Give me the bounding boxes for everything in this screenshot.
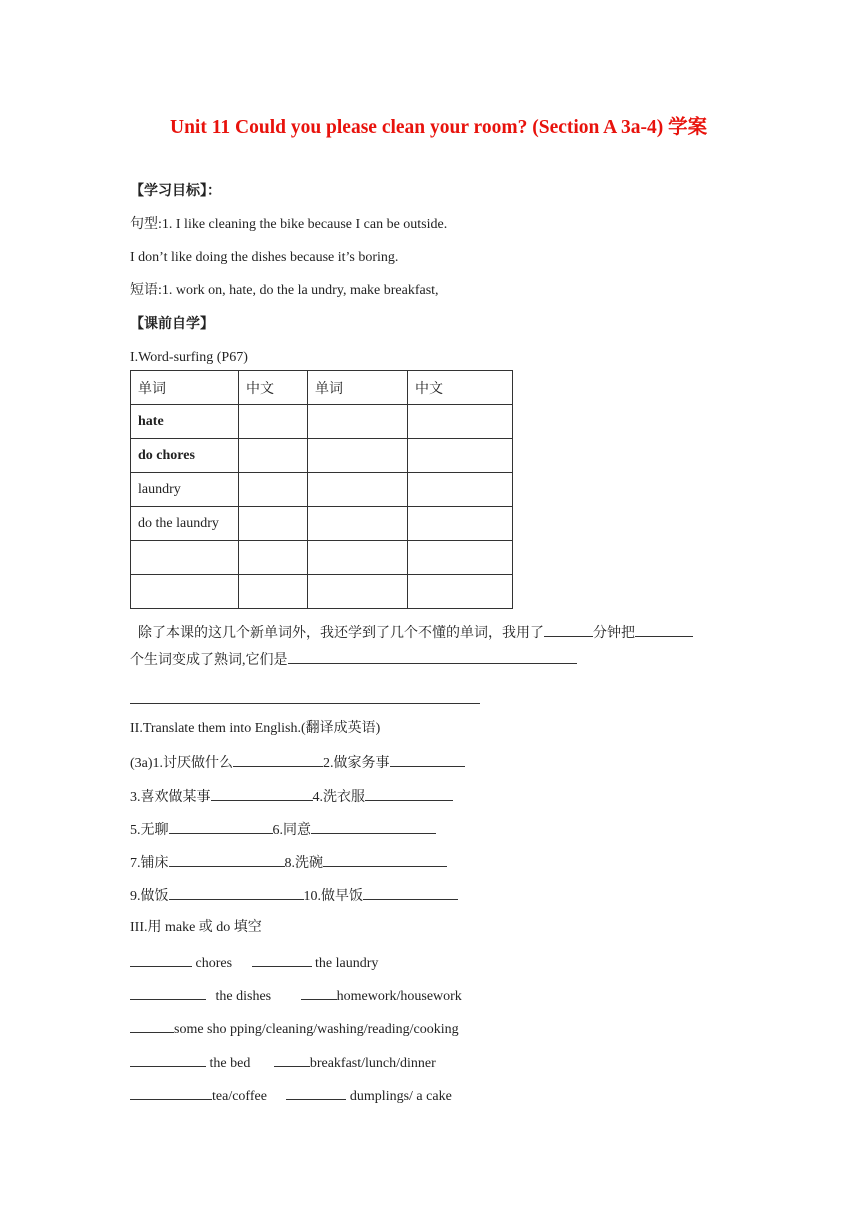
blank-line[interactable] xyxy=(544,622,593,637)
word-cell: laundry xyxy=(131,473,239,507)
fill-item: the dishes homework/housework xyxy=(130,985,462,1007)
blank-line[interactable] xyxy=(130,1052,206,1067)
table-row xyxy=(131,541,513,575)
reflection-text: 除了本课的这几个新单词外，我还学到了几个不懂的单词，我用了 xyxy=(138,626,544,641)
word-cell: hate xyxy=(131,405,239,439)
blank-line[interactable] xyxy=(311,819,436,834)
header-cell: 单词 xyxy=(308,371,408,405)
answer-cell[interactable] xyxy=(408,507,513,541)
translate-item: 5.无聊 6.同意 xyxy=(130,819,436,841)
section-1-title: I.Word-surfing (P67) xyxy=(130,350,248,365)
blank-line[interactable] xyxy=(365,786,453,801)
fill-item: tea/coffee dumplings/ a cake xyxy=(130,1085,452,1107)
fill-item: chores the laundry xyxy=(130,952,378,974)
blank-line[interactable] xyxy=(233,752,323,767)
word-table xyxy=(130,370,513,609)
word-cell: do the laundry xyxy=(131,507,239,541)
blank-line[interactable] xyxy=(301,985,337,1000)
header-cell: 中文 xyxy=(408,371,513,405)
blank-line[interactable] xyxy=(288,649,577,664)
blank-line[interactable] xyxy=(169,852,285,867)
sentence-pattern-2: I don’t like doing the dishes because it’s boring. xyxy=(130,250,399,265)
answer-cell[interactable] xyxy=(408,473,513,507)
table-row xyxy=(131,575,513,609)
translate-item: (3a)1.讨厌做什么 2.做家务事 xyxy=(130,752,465,774)
reflection-text: 分钟把 xyxy=(593,626,635,641)
answer-cell[interactable] xyxy=(308,507,408,541)
answer-cell[interactable] xyxy=(408,405,513,439)
blank-line[interactable] xyxy=(169,885,304,900)
table-header-row xyxy=(131,371,513,405)
answer-cell[interactable] xyxy=(239,507,308,541)
answer-cell[interactable] xyxy=(239,575,308,609)
answer-cell[interactable] xyxy=(308,405,408,439)
word-cell[interactable] xyxy=(131,575,239,609)
phrases-line: 短语:1. work on, hate, do the la undry, make breakfast, xyxy=(130,283,439,298)
table-row xyxy=(131,507,513,541)
translate-item: 9.做饭 10.做早饭 xyxy=(130,885,458,907)
blank-line[interactable] xyxy=(130,985,206,1000)
blank-line[interactable] xyxy=(130,703,480,704)
translate-item: 7.铺床 8.洗碗 xyxy=(130,852,447,874)
reflection-paragraph xyxy=(130,620,735,674)
word-cell: do chores xyxy=(131,439,239,473)
blank-line[interactable] xyxy=(323,852,447,867)
fill-item: some sho pping/cleaning/washing/reading/cooking xyxy=(130,1018,459,1040)
answer-cell[interactable] xyxy=(308,541,408,575)
table-row xyxy=(131,439,513,473)
blank-line[interactable] xyxy=(286,1085,346,1100)
blank-line[interactable] xyxy=(252,952,312,967)
answer-cell[interactable] xyxy=(239,541,308,575)
blank-line[interactable] xyxy=(363,885,458,900)
blank-line[interactable] xyxy=(635,622,693,637)
section-2-title: II.Translate them into English.(翻译成英语) xyxy=(130,721,381,736)
blank-line[interactable] xyxy=(169,819,273,834)
answer-cell[interactable] xyxy=(408,575,513,609)
blank-line[interactable] xyxy=(130,1085,212,1100)
table-row xyxy=(131,473,513,507)
objectives-heading: 【学习目标】： xyxy=(130,184,221,199)
answer-cell[interactable] xyxy=(239,439,308,473)
answer-cell[interactable] xyxy=(239,405,308,439)
fill-item: the bed breakfast/lunch/dinner xyxy=(130,1052,436,1074)
answer-cell[interactable] xyxy=(308,473,408,507)
blank-line[interactable] xyxy=(130,952,192,967)
reflection-text: 个生词变成了熟词,它们是 xyxy=(130,653,288,668)
answer-cell[interactable] xyxy=(408,439,513,473)
section-3-title: III.用 make 或 do 填空 xyxy=(130,920,262,935)
blank-line[interactable] xyxy=(274,1052,310,1067)
word-cell[interactable] xyxy=(131,541,239,575)
answer-cell[interactable] xyxy=(239,473,308,507)
blank-line[interactable] xyxy=(130,1018,174,1033)
blank-line[interactable] xyxy=(211,786,313,801)
translate-item: 3.喜欢做某事 4.洗衣服 xyxy=(130,786,453,808)
header-cell: 中文 xyxy=(239,371,308,405)
header-cell: 单词 xyxy=(131,371,239,405)
table-row xyxy=(131,405,513,439)
answer-cell[interactable] xyxy=(408,541,513,575)
answer-cell[interactable] xyxy=(308,575,408,609)
sentence-pattern-1: 句型:1. I like cleaning the bike because I can be outside. xyxy=(130,217,448,232)
answer-cell[interactable] xyxy=(308,439,408,473)
self-study-heading: 【课前自学】 xyxy=(130,317,214,332)
page-title: Unit 11 Could you please clean your room? (Section A 3a-4) 学案 xyxy=(170,117,708,138)
blank-line[interactable] xyxy=(390,752,465,767)
